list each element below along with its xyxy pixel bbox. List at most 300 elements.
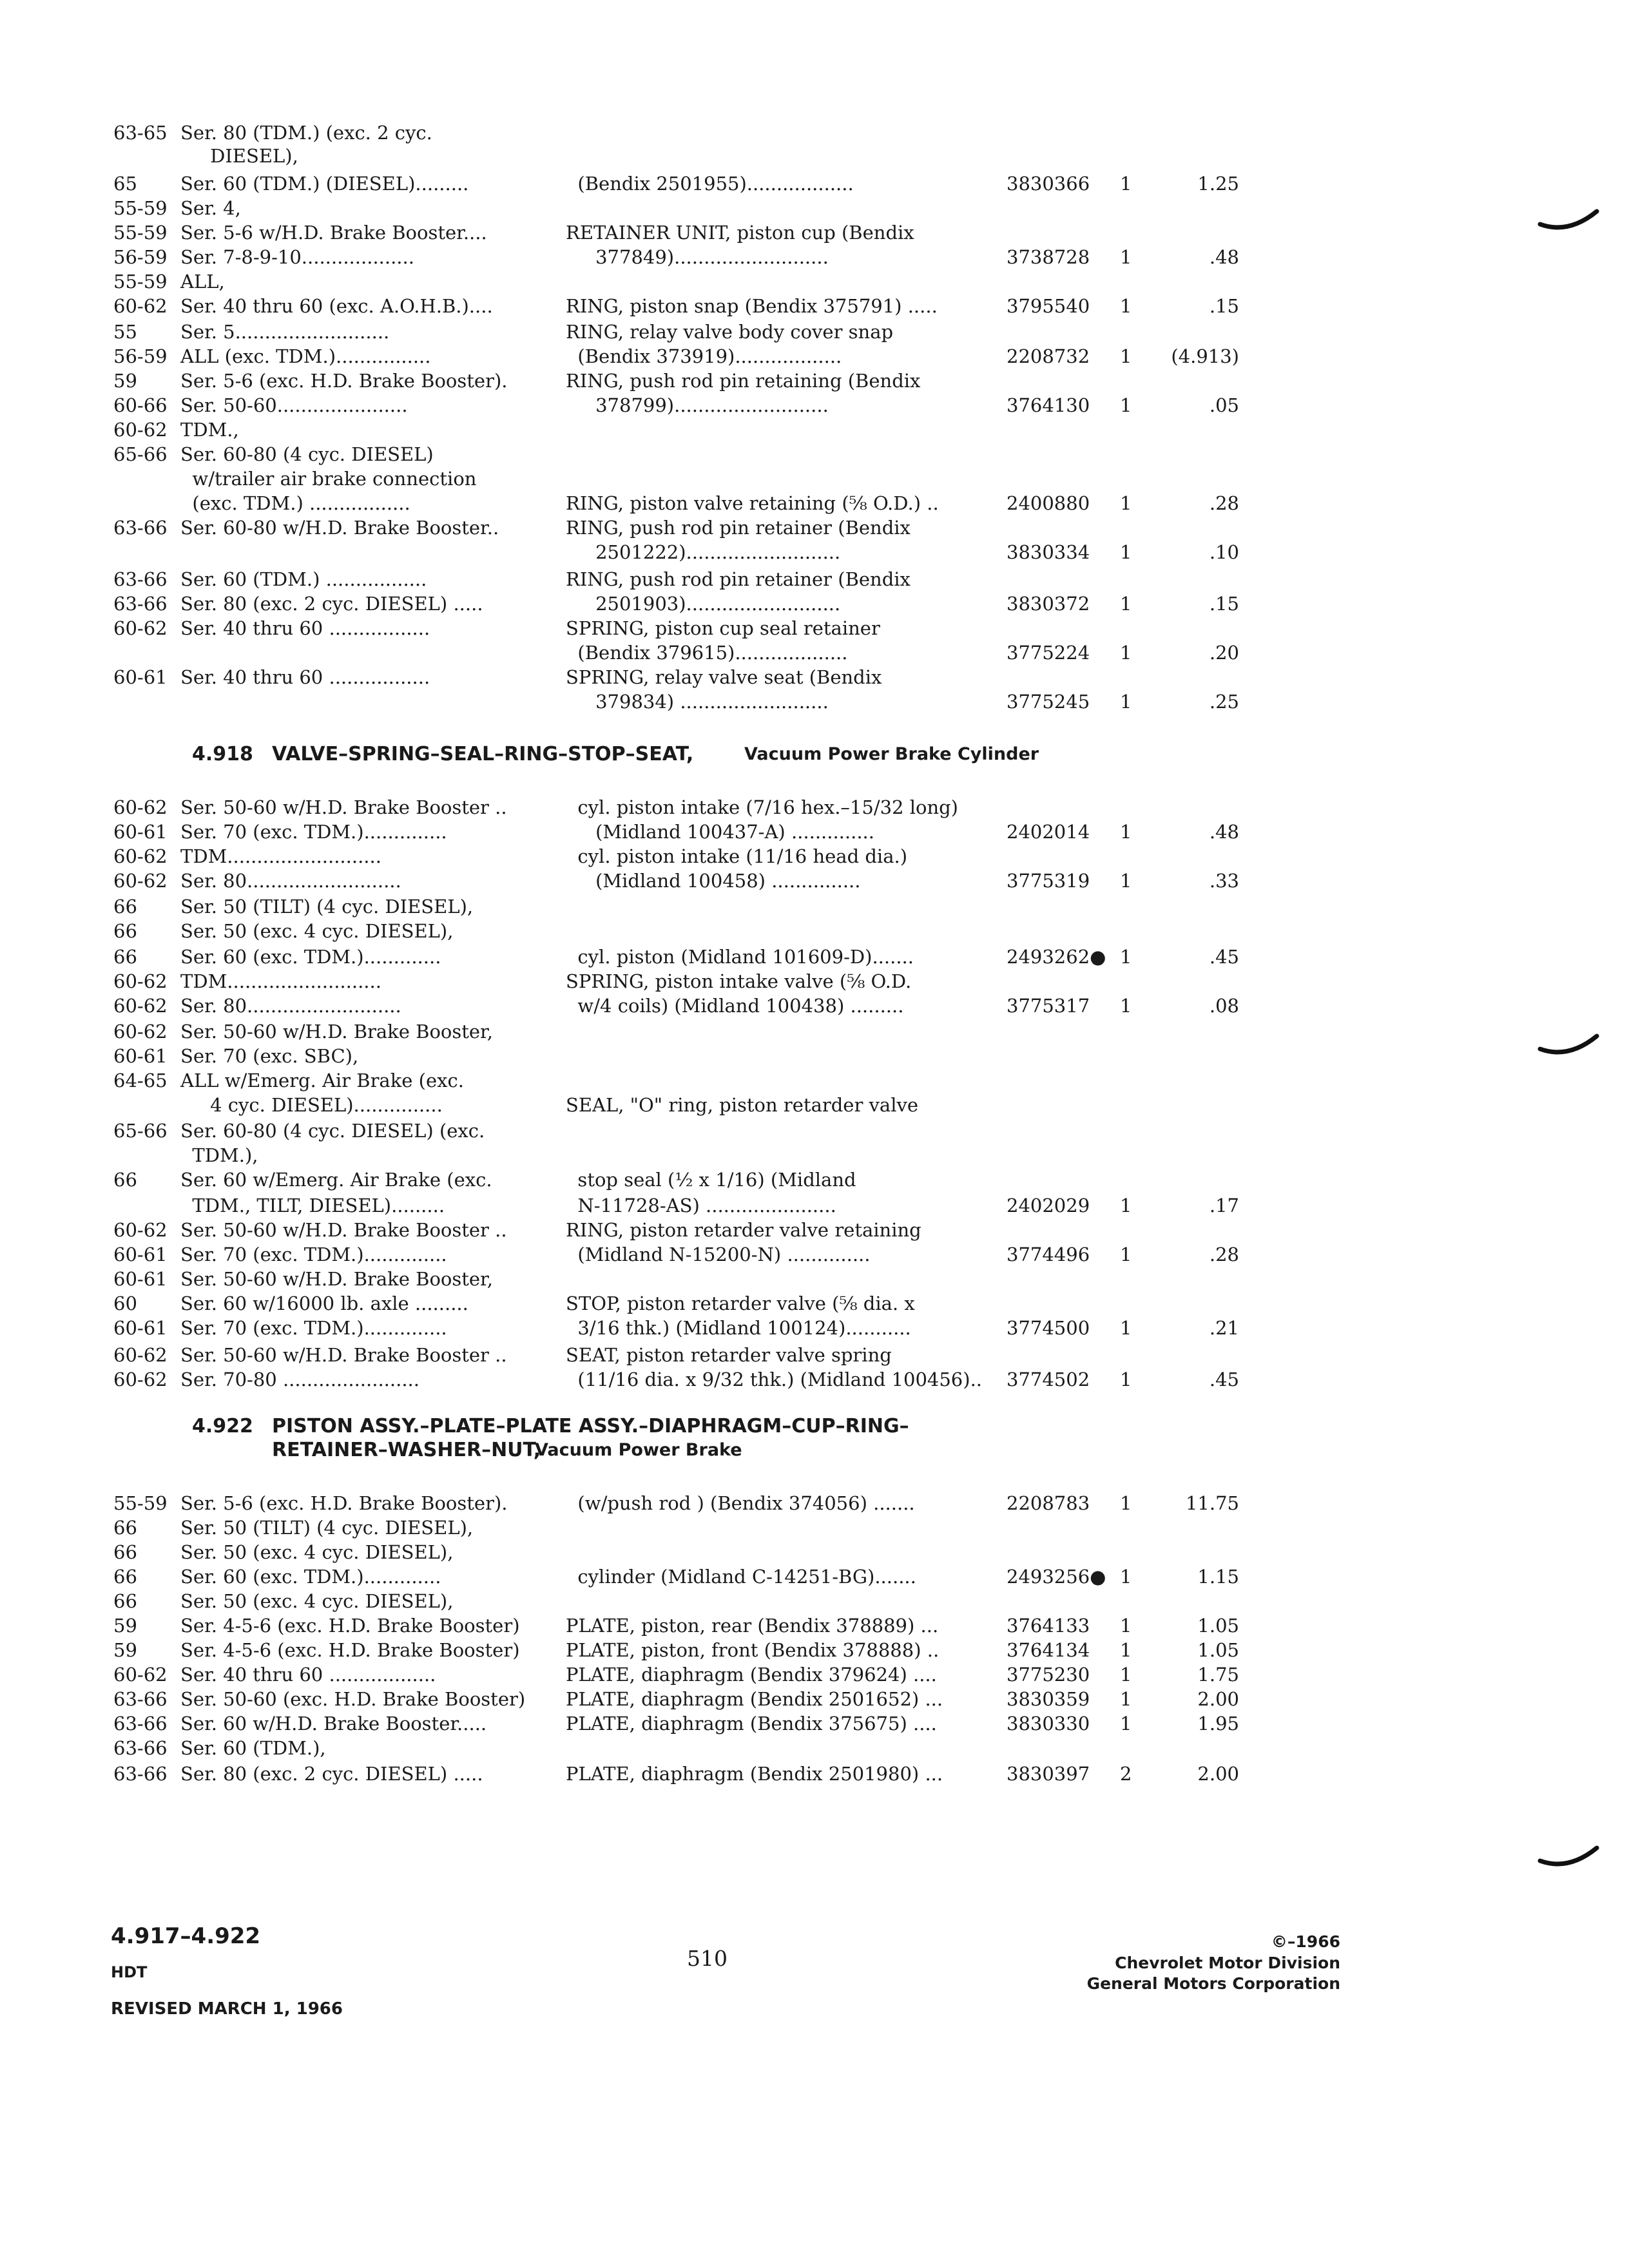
description-cell: 2501903).......................... [566, 593, 841, 615]
description-cell: SPRING, piston intake valve (⅝ O.D. [566, 970, 912, 992]
price-cell: 1.15 [1197, 1566, 1239, 1588]
model-years-cell: 63-66 [113, 1713, 168, 1735]
description-cell: 377849).......................... [566, 246, 829, 268]
description-cell: PLATE, diaphragm (Bendix 2501652) ... [566, 1688, 943, 1710]
table-row [0, 1564, 1629, 1589]
model-years-cell: 66 [113, 946, 137, 968]
quantity-cell: 1 [1120, 1566, 1132, 1588]
quantity-cell: 1 [1120, 1713, 1132, 1735]
table-row [0, 1193, 1629, 1218]
description-cell: 2501222).......................... [566, 541, 841, 563]
part-number-cell: 3775245 [1007, 691, 1090, 713]
table-row [0, 1316, 1629, 1340]
model-years-cell: 63-65 [113, 122, 168, 144]
table-row [0, 1367, 1629, 1392]
section-subtitle: Vacuum Power Brake [535, 1440, 742, 1460]
series-cell: Ser. 60 w/Emerg. Air Brake (exc. [180, 1169, 492, 1191]
series-cell: Ser. 5-6 (exc. H.D. Brake Booster). [180, 1492, 508, 1514]
table-row [0, 1736, 1629, 1760]
table-row [0, 245, 1629, 269]
series-cell: Ser. 50-60 w/H.D. Brake Booster, [180, 1268, 493, 1290]
series-cell: Ser. 5.......................... [180, 321, 390, 343]
price-cell: .48 [1209, 246, 1239, 268]
series-cell: TDM.), [180, 1144, 258, 1166]
part-number-cell: 2402014 [1007, 821, 1090, 843]
part-number-cell: 3830334 [1007, 541, 1090, 563]
quantity-cell: 1 [1120, 691, 1132, 713]
section-subtitle: Vacuum Power Brake Cylinder [744, 744, 1039, 764]
series-cell: Ser. 70 (exc. TDM.).............. [180, 1317, 447, 1339]
footer-copyright: ©–1966 [1271, 1932, 1340, 1951]
table-row [0, 1515, 1629, 1540]
quantity-cell: 1 [1120, 1639, 1132, 1661]
table-row [0, 1143, 1629, 1168]
series-cell: Ser. 50 (TILT) (4 cyc. DIESEL), [180, 1517, 474, 1539]
series-cell: Ser. 60 w/16000 lb. axle ......... [180, 1293, 468, 1314]
quantity-cell: 1 [1120, 394, 1132, 416]
part-number-cell: 2400880 [1007, 492, 1090, 514]
model-years-cell: 63-66 [113, 1688, 168, 1710]
price-cell: 1.95 [1197, 1713, 1239, 1735]
description-cell: RING, relay valve body cover snap [566, 321, 894, 343]
footer-section-range: 4.917–4.922 [111, 1923, 261, 1949]
model-years-cell: 66 [113, 920, 137, 942]
description-cell: 379834) ......................... [566, 691, 829, 713]
model-years-cell: 63-66 [113, 568, 168, 590]
part-number-cell: 3775319 [1007, 870, 1090, 892]
series-cell: Ser. 40 thru 60 ................. [180, 617, 430, 639]
table-row [0, 1589, 1629, 1613]
description-cell: cylinder (Midland C-14251-BG)....... [566, 1566, 916, 1588]
model-years-cell: 65-66 [113, 1120, 168, 1142]
price-cell: 11.75 [1185, 1492, 1239, 1514]
series-cell: Ser. 60-80 (4 cyc. DIESEL) (exc. [180, 1120, 485, 1142]
series-cell: Ser. 50 (exc. 4 cyc. DIESEL), [180, 1541, 454, 1563]
description-cell: RING, push rod pin retaining (Bendix [566, 370, 921, 392]
series-cell: Ser. 5-6 w/H.D. Brake Booster.... [180, 222, 487, 244]
series-cell: Ser. 4-5-6 (exc. H.D. Brake Booster) [180, 1615, 520, 1637]
series-cell: Ser. 50 (exc. 4 cyc. DIESEL), [180, 920, 454, 942]
model-years-cell: 60 [113, 1293, 137, 1314]
table-row [0, 144, 1629, 168]
table-row [0, 320, 1629, 344]
price-cell: .28 [1209, 1244, 1239, 1265]
model-years-cell: 60-61 [113, 1317, 168, 1339]
description-cell: SEAL, "O" ring, piston retarder valve [566, 1094, 919, 1116]
description-cell: SPRING, relay valve seat (Bendix [566, 666, 882, 688]
table-row [0, 591, 1629, 616]
price-cell: .48 [1209, 821, 1239, 843]
series-cell: Ser. 50-60 w/H.D. Brake Booster .. [180, 1219, 507, 1241]
price-cell: 1.05 [1197, 1639, 1239, 1661]
table-row [0, 945, 1629, 969]
price-cell: .15 [1209, 593, 1239, 615]
series-cell: ALL, [180, 271, 225, 293]
description-cell: SPRING, piston cup seal retainer [566, 617, 880, 639]
quantity-cell: 1 [1120, 1317, 1132, 1339]
description-cell: (w/push rod ) (Bendix 374056) ....... [566, 1492, 915, 1514]
description-cell: (Bendix 373919).................. [566, 345, 842, 367]
table-row [0, 1662, 1629, 1687]
price-cell: .45 [1209, 1369, 1239, 1390]
description-cell: RING, piston snap (Bendix 375791) ..... [566, 295, 938, 317]
model-years-cell: 66 [113, 1169, 137, 1191]
series-cell: Ser. 60 w/H.D. Brake Booster..... [180, 1713, 487, 1735]
series-cell: DIESEL), [180, 145, 298, 167]
page-number: 510 [687, 1946, 728, 1971]
binder-hole-mark [1537, 1031, 1602, 1063]
model-years-cell: 59 [113, 370, 137, 392]
section-title: PISTON ASSY.–PLATE–PLATE ASSY.–DIAPHRAGM–CUP–RING– [272, 1415, 909, 1437]
part-number-cell: 2402029 [1007, 1195, 1090, 1216]
price-cell: 2.00 [1197, 1688, 1239, 1710]
section-title: VALVE–SPRING–SEAL–RING–STOP–SEAT, [272, 743, 694, 765]
model-years-cell: 60-61 [113, 821, 168, 843]
table-row [0, 418, 1629, 442]
model-years-cell: 60-62 [113, 995, 168, 1017]
series-cell: Ser. 80 (exc. 2 cyc. DIESEL) ..... [180, 1763, 483, 1785]
series-cell: Ser. 80.......................... [180, 995, 401, 1017]
part-number-cell: 3738728 [1007, 246, 1090, 268]
description-cell: N-11728-AS) ...................... [566, 1195, 836, 1216]
model-years-cell: 66 [113, 1590, 137, 1612]
part-number-cell: 2493256● [1007, 1566, 1106, 1588]
table-row [0, 1711, 1629, 1736]
quantity-cell: 1 [1120, 1688, 1132, 1710]
section-number: 4.918 [192, 743, 253, 765]
price-cell: .45 [1209, 946, 1239, 968]
quantity-cell: 2 [1120, 1763, 1132, 1785]
table-row [0, 1267, 1629, 1291]
table-row [0, 393, 1629, 418]
table-row [0, 1044, 1629, 1068]
series-cell: (exc. TDM.) ................. [180, 492, 410, 514]
description-cell: (Midland 100437-A) .............. [566, 821, 874, 843]
description-cell: cyl. piston intake (11/16 head dia.) [566, 845, 908, 867]
binder-hole-mark [1537, 1843, 1602, 1875]
quantity-cell: 1 [1120, 946, 1132, 968]
model-years-cell: 66 [113, 1541, 137, 1563]
footer-division: Chevrolet Motor Division [1115, 1954, 1340, 1972]
model-years-cell: 63-66 [113, 517, 168, 539]
model-years-cell: 55-59 [113, 197, 168, 219]
quantity-cell: 1 [1120, 541, 1132, 563]
quantity-cell: 1 [1120, 492, 1132, 514]
series-cell: Ser. 60 (TDM.), [180, 1737, 326, 1759]
table-row [0, 994, 1629, 1018]
part-number-cell: 3830366 [1007, 173, 1090, 195]
quantity-cell: 1 [1120, 345, 1132, 367]
table-row [0, 1613, 1629, 1638]
description-cell: RING, piston retarder valve retaining [566, 1219, 921, 1241]
table-row [0, 894, 1629, 919]
quantity-cell: 1 [1120, 1244, 1132, 1265]
series-cell: TDM., [180, 419, 239, 441]
series-cell: Ser. 50 (TILT) (4 cyc. DIESEL), [180, 896, 474, 918]
series-cell: Ser. 60 (TDM.) ................. [180, 568, 427, 590]
price-cell: 2.00 [1197, 1763, 1239, 1785]
table-row [0, 1540, 1629, 1564]
series-cell: ALL (exc. TDM.)................ [180, 345, 431, 367]
footer-revised-date: REVISED MARCH 1, 1966 [111, 1999, 343, 2019]
description-cell: RING, push rod pin retainer (Bendix [566, 517, 911, 539]
series-cell: Ser. 50-60 w/H.D. Brake Booster .. [180, 1344, 507, 1366]
series-cell: TDM.......................... [180, 845, 381, 867]
table-row [0, 466, 1629, 491]
part-number-cell: 3764130 [1007, 394, 1090, 416]
model-years-cell: 55-59 [113, 1492, 168, 1514]
quantity-cell: 1 [1120, 1195, 1132, 1216]
section-title-continued: RETAINER–WASHER–NUT, [272, 1439, 541, 1461]
model-years-cell: 64-65 [113, 1070, 168, 1091]
model-years-cell: 60-62 [113, 870, 168, 892]
description-cell: (Midland N-15200-N) .............. [566, 1244, 871, 1265]
table-row [0, 344, 1629, 369]
model-years-cell: 66 [113, 1566, 137, 1588]
series-cell: Ser. 60-80 (4 cyc. DIESEL) [180, 443, 434, 465]
part-number-cell: 2493262● [1007, 946, 1106, 968]
model-years-cell: 65 [113, 173, 137, 195]
binder-hole-mark [1537, 206, 1602, 238]
model-years-cell: 60-61 [113, 1045, 168, 1067]
description-cell: RETAINER UNIT, piston cup (Bendix [566, 222, 914, 244]
part-number-cell: 3775224 [1007, 642, 1090, 664]
description-cell: (Bendix 379615)................... [566, 642, 848, 664]
table-row [0, 369, 1629, 393]
table-row [0, 969, 1629, 994]
description-cell: PLATE, piston, front (Bendix 378888) .. [566, 1639, 940, 1661]
model-years-cell: 60-62 [113, 295, 168, 317]
series-cell: TDM.......................... [180, 970, 381, 992]
table-row [0, 442, 1629, 466]
series-cell: Ser. 70 (exc. SBC), [180, 1045, 359, 1067]
series-cell: Ser. 40 thru 60 .................. [180, 1664, 436, 1686]
model-years-cell: 60-62 [113, 970, 168, 992]
table-row [0, 1218, 1629, 1242]
model-years-cell: 60-62 [113, 617, 168, 639]
series-cell: Ser. 40 thru 60 (exc. A.O.H.B.).... [180, 295, 493, 317]
model-years-cell: 56-59 [113, 246, 168, 268]
series-cell: Ser. 50-60 (exc. H.D. Brake Booster) [180, 1688, 526, 1710]
part-number-cell: 3764134 [1007, 1639, 1090, 1661]
series-cell: Ser. 70 (exc. TDM.).............. [180, 821, 447, 843]
model-years-cell: 66 [113, 1517, 137, 1539]
quantity-cell: 1 [1120, 995, 1132, 1017]
part-number-cell: 3830372 [1007, 593, 1090, 615]
series-cell: w/trailer air brake connection [180, 468, 477, 490]
table-row [0, 1491, 1629, 1515]
model-years-cell: 63-66 [113, 593, 168, 615]
series-cell: Ser. 50 (exc. 4 cyc. DIESEL), [180, 1590, 454, 1612]
table-row [0, 1093, 1629, 1117]
description-cell: (11/16 dia. x 9/32 thk.) (Midland 100456).. [566, 1369, 983, 1390]
quantity-cell: 1 [1120, 1664, 1132, 1686]
model-years-cell: 59 [113, 1615, 137, 1637]
price-cell: .33 [1209, 870, 1239, 892]
model-years-cell: 60-62 [113, 796, 168, 818]
model-years-cell: 55 [113, 321, 137, 343]
table-row [0, 220, 1629, 245]
table-row [0, 616, 1629, 640]
table-row [0, 689, 1629, 714]
table-row [0, 269, 1629, 294]
table-row [0, 1068, 1629, 1093]
table-row [0, 1343, 1629, 1367]
part-number-cell: 2208783 [1007, 1492, 1090, 1514]
model-years-cell: 60-62 [113, 1664, 168, 1686]
part-number-cell: 3830359 [1007, 1688, 1090, 1710]
description-cell: PLATE, diaphragm (Bendix 2501980) ... [566, 1763, 943, 1785]
table-row [0, 515, 1629, 540]
model-years-cell: 60-66 [113, 394, 168, 416]
series-cell: Ser. 60 (exc. TDM.)............. [180, 946, 441, 968]
table-row [0, 294, 1629, 318]
price-cell: (4.913) [1171, 345, 1239, 367]
price-cell: .17 [1209, 1195, 1239, 1216]
description-cell: PLATE, piston, rear (Bendix 378889) ... [566, 1615, 939, 1637]
model-years-cell: 60-62 [113, 845, 168, 867]
model-years-cell: 63-66 [113, 1763, 168, 1785]
description-cell: cyl. piston (Midland 101609-D)....... [566, 946, 914, 968]
footer-corporation: General Motors Corporation [1086, 1974, 1340, 1993]
part-number-cell: 3775317 [1007, 995, 1090, 1017]
price-cell: 1.05 [1197, 1615, 1239, 1637]
price-cell: .10 [1209, 541, 1239, 563]
model-years-cell: 65-66 [113, 443, 168, 465]
description-cell: PLATE, diaphragm (Bendix 379624) .... [566, 1664, 937, 1686]
description-cell: SEAT, piston retarder valve spring [566, 1344, 892, 1366]
table-row [0, 1119, 1629, 1143]
part-number-cell: 3764133 [1007, 1615, 1090, 1637]
model-years-cell: 60-62 [113, 1021, 168, 1043]
quantity-cell: 1 [1120, 173, 1132, 195]
model-years-cell: 60-62 [113, 1219, 168, 1241]
description-cell: RING, piston valve retaining (⅝ O.D.) .. [566, 492, 939, 514]
table-row [0, 1638, 1629, 1662]
table-row [0, 1762, 1629, 1786]
series-cell: Ser. 50-60 w/H.D. Brake Booster, [180, 1021, 493, 1043]
model-years-cell: 56-59 [113, 345, 168, 367]
section-number: 4.922 [192, 1415, 253, 1437]
table-row [0, 844, 1629, 869]
table-row [0, 171, 1629, 196]
model-years-cell: 60-62 [113, 1369, 168, 1390]
model-years-cell: 60-62 [113, 1344, 168, 1366]
quantity-cell: 1 [1120, 870, 1132, 892]
series-cell: Ser. 5-6 (exc. H.D. Brake Booster). [180, 370, 508, 392]
table-row [0, 1168, 1629, 1192]
series-cell: Ser. 50-60 w/H.D. Brake Booster .. [180, 796, 507, 818]
table-row [0, 1291, 1629, 1316]
table-row [0, 567, 1629, 591]
series-cell: Ser. 70 (exc. TDM.).............. [180, 1244, 447, 1265]
part-number-cell: 3774500 [1007, 1317, 1090, 1339]
series-cell: Ser. 7-8-9-10................... [180, 246, 414, 268]
table-row [0, 1687, 1629, 1711]
series-cell: Ser. 50-60...................... [180, 394, 408, 416]
footer-hdt: HDT [111, 1963, 148, 1981]
quantity-cell: 1 [1120, 593, 1132, 615]
part-number-cell: 3830330 [1007, 1713, 1090, 1735]
series-cell: Ser. 80.......................... [180, 870, 401, 892]
series-cell: Ser. 80 (TDM.) (exc. 2 cyc. [180, 122, 432, 144]
table-row [0, 640, 1629, 665]
description-cell: RING, push rod pin retainer (Bendix [566, 568, 911, 590]
model-years-cell: 55-59 [113, 222, 168, 244]
model-years-cell: 60-61 [113, 1244, 168, 1265]
description-cell: w/4 coils) (Midland 100438) ......... [566, 995, 904, 1017]
part-number-cell: 3795540 [1007, 295, 1090, 317]
table-row [0, 795, 1629, 820]
price-cell: .21 [1209, 1317, 1239, 1339]
part-number-cell: 3774502 [1007, 1369, 1090, 1390]
table-row [0, 919, 1629, 943]
part-number-cell: 3774496 [1007, 1244, 1090, 1265]
table-row [0, 869, 1629, 893]
series-cell: Ser. 60-80 w/H.D. Brake Booster.. [180, 517, 499, 539]
table-row [0, 1019, 1629, 1044]
quantity-cell: 1 [1120, 1369, 1132, 1390]
description-cell: cyl. piston intake (7/16 hex.–15/32 long) [566, 796, 958, 818]
series-cell: Ser. 4-5-6 (exc. H.D. Brake Booster) [180, 1639, 520, 1661]
series-cell: Ser. 60 (exc. TDM.)............. [180, 1566, 441, 1588]
description-cell: 3/16 thk.) (Midland 100124)........... [566, 1317, 911, 1339]
table-row [0, 665, 1629, 689]
series-cell: TDM., TILT, DIESEL)......... [180, 1195, 445, 1216]
series-cell: Ser. 80 (exc. 2 cyc. DIESEL) ..... [180, 593, 483, 615]
price-cell: .15 [1209, 295, 1239, 317]
description-cell: STOP, piston retarder valve (⅝ dia. x [566, 1293, 915, 1314]
model-years-cell: 63-66 [113, 1737, 168, 1759]
part-number-cell: 3775230 [1007, 1664, 1090, 1686]
model-years-cell: 66 [113, 896, 137, 918]
description-cell: stop seal (½ x 1/16) (Midland [566, 1169, 856, 1191]
table-row [0, 120, 1629, 145]
description-cell: 378799).......................... [566, 394, 829, 416]
description-cell: PLATE, diaphragm (Bendix 375675) .... [566, 1713, 937, 1735]
price-cell: 1.25 [1197, 173, 1239, 195]
quantity-cell: 1 [1120, 1492, 1132, 1514]
price-cell: .08 [1209, 995, 1239, 1017]
series-cell: Ser. 60 (TDM.) (DIESEL)......... [180, 173, 469, 195]
price-cell: .05 [1209, 394, 1239, 416]
series-cell: Ser. 40 thru 60 ................. [180, 666, 430, 688]
description-cell: (Midland 100458) ............... [566, 870, 861, 892]
model-years-cell: 60-61 [113, 666, 168, 688]
price-cell: .20 [1209, 642, 1239, 664]
part-number-cell: 3830397 [1007, 1763, 1090, 1785]
description-cell: (Bendix 2501955).................. [566, 173, 854, 195]
model-years-cell: 55-59 [113, 271, 168, 293]
quantity-cell: 1 [1120, 295, 1132, 317]
model-years-cell: 59 [113, 1639, 137, 1661]
series-cell: Ser. 70-80 ....................... [180, 1369, 419, 1390]
table-row [0, 491, 1629, 515]
table-row [0, 1242, 1629, 1267]
price-cell: .25 [1209, 691, 1239, 713]
price-cell: .28 [1209, 492, 1239, 514]
series-cell: Ser. 4, [180, 197, 241, 219]
quantity-cell: 1 [1120, 821, 1132, 843]
table-row [0, 196, 1629, 220]
quantity-cell: 1 [1120, 246, 1132, 268]
price-cell: 1.75 [1197, 1664, 1239, 1686]
model-years-cell: 60-62 [113, 419, 168, 441]
table-row [0, 540, 1629, 564]
part-number-cell: 2208732 [1007, 345, 1090, 367]
model-years-cell: 60-61 [113, 1268, 168, 1290]
series-cell: ALL w/Emerg. Air Brake (exc. [180, 1070, 464, 1091]
